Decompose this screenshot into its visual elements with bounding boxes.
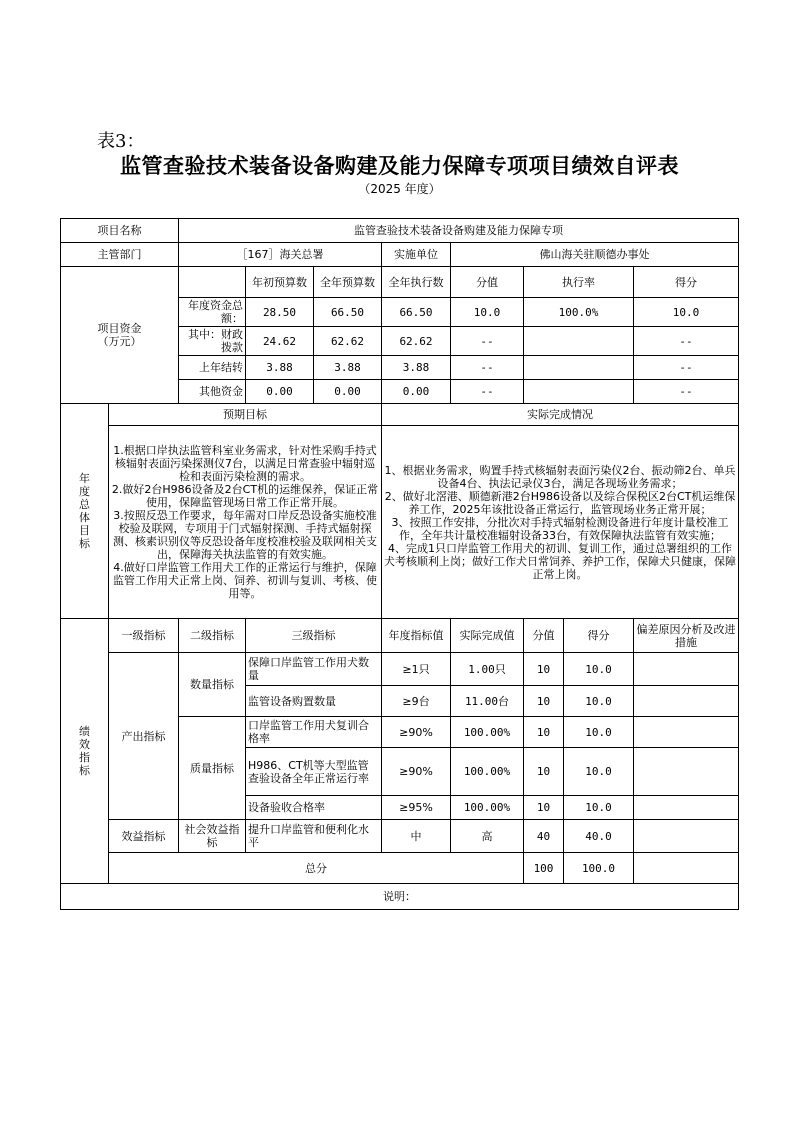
indicator-header: 年度指标值 <box>382 619 451 653</box>
funds-col-header: 年初预算数 <box>246 267 314 298</box>
dept-label: 主管部门 <box>61 243 179 267</box>
indicator-got: 10.0 <box>564 748 634 796</box>
indicator-note <box>634 653 739 686</box>
funds-cell: 3.88 <box>314 356 382 380</box>
department-row <box>61 243 739 267</box>
indicator-actual: 100.00% <box>451 748 524 796</box>
funds-cell: 62.62 <box>314 327 382 356</box>
funds-row-label: 年度资金总额： <box>179 298 246 327</box>
level1-benefit: 效益指标 <box>109 820 179 853</box>
actual-result-text: 1、根据业务需求，购置手持式核辐射表面污染仪2台、振动筛2台、单兵设备4台、执法记录仪3台，满足各现场业务需求； 2、做好北滘港、顺德新港2台H986设备以及综合保税区2台CT机运维保养工作，2025年该批设备正常运行，监管现场业务正常开展； 3、按照工作安排，分批次对手持式辐射检测设备进行年度计量校准工作，全年共计量校准辐射设备33台，有效保障执法监管有效实施； 4、完成1只口岸监管工作用犬的初训、复训工作，通过总署组织的工作犬考核顺利上岗；做好工作犬日常饲养、养护工作，保障犬只健康，保障正常上岗。 <box>382 426 739 619</box>
total-label: 总分 <box>109 853 524 884</box>
note-row <box>61 884 739 910</box>
page-title: 监管查验技术装备设备购建及能力保障专项项目绩效自评表 <box>120 154 679 178</box>
indicator-note <box>634 717 739 748</box>
indicator-actual: 1.00只 <box>451 653 524 686</box>
funds-cell: 62.62 <box>382 327 451 356</box>
expected-goal-header: 预期目标 <box>109 404 382 426</box>
project-name-row <box>61 219 739 243</box>
indicator-target: 中 <box>382 820 451 853</box>
note-label: 说明： <box>61 884 739 910</box>
funds-cell <box>524 327 634 356</box>
funds-cell: 66.50 <box>314 298 382 327</box>
project-name-label: 项目名称 <box>61 219 179 243</box>
indicator-score: 10 <box>524 796 564 820</box>
indicator-target: ≥95% <box>382 796 451 820</box>
actual-result-header: 实际完成情况 <box>382 404 739 426</box>
indicator-score: 10 <box>524 653 564 686</box>
report-year: （2025 年度） <box>358 182 441 196</box>
indicator-target: ≥90% <box>382 717 451 748</box>
funds-cell: -- <box>634 327 739 356</box>
funds-cell: 3.88 <box>246 356 314 380</box>
indicator-got: 10.0 <box>564 796 634 820</box>
funds-row-label: 上年结转 <box>179 356 246 380</box>
funds-header-row <box>61 267 739 298</box>
indicator-actual: 100.00% <box>451 796 524 820</box>
funds-cell: 10.0 <box>634 298 739 327</box>
indicator-header: 一级指标 <box>109 619 179 653</box>
funds-cell: 10.0 <box>451 298 524 327</box>
funds-col-header: 执行率 <box>524 267 634 298</box>
funds-col-header: 分值 <box>451 267 524 298</box>
indicator-score: 10 <box>524 748 564 796</box>
expected-goal-text: 1.根据口岸执法监管科室业务需求，针对性采购手持式核辐射表面污染探测仪7台，以满足日常查验中辐射巡检和表面污染检测的需求。 2.做好2台H986设备及2台CT机的运维保养，保证正常使用，保障监管现场日常工作正常开展。 3.按照反恐工作要求，每年需对口岸反恐设备实施校准校验及联网，专项用于门式辐射探测、手持式辐射探测、核素识别仪等反恐设备年度校准校验及联网相关支出，保障海关执法监管的有效实施。 4.做好口岸监管工作用犬工作的正常运行与维护，保障监管工作用犬正常上岗、饲养、初训与复训、考核、使用等。 <box>109 426 382 619</box>
performance-table <box>60 218 739 910</box>
impl-value: 佛山海关驻顺德办事处 <box>451 243 739 267</box>
total-row <box>61 853 739 884</box>
indicator-name: 监管设备购置数量 <box>246 686 382 717</box>
funds-cell: -- <box>451 327 524 356</box>
total-note <box>634 853 739 884</box>
indicators-header-row <box>61 619 739 653</box>
indicator-note <box>634 686 739 717</box>
indicator-score: 40 <box>524 820 564 853</box>
total-score: 100 <box>524 853 564 884</box>
indicator-actual: 100.00% <box>451 717 524 748</box>
funds-cell: 100.0% <box>524 298 634 327</box>
funds-row-label: 其他资金 <box>179 380 246 404</box>
funds-cell: 24.62 <box>246 327 314 356</box>
funds-cell: 66.50 <box>382 298 451 327</box>
indicator-name: 提升口岸监管和便利化水平 <box>246 820 382 853</box>
indicator-name: 设备验收合格率 <box>246 796 382 820</box>
funds-cell: 28.50 <box>246 298 314 327</box>
level2-quality: 质量指标 <box>179 717 246 820</box>
funds-cell: -- <box>634 380 739 404</box>
impl-label: 实施单位 <box>382 243 451 267</box>
indicator-header: 实际完成值 <box>451 619 524 653</box>
funds-cell: -- <box>634 356 739 380</box>
indicator-got: 10.0 <box>564 686 634 717</box>
indicator-got: 10.0 <box>564 717 634 748</box>
table-number-label: 表3： <box>97 131 145 152</box>
level2-quantity: 数量指标 <box>179 653 246 717</box>
indicator-note <box>634 748 739 796</box>
indicator-row <box>61 653 739 686</box>
indicator-actual: 11.00台 <box>451 686 524 717</box>
funds-cell: -- <box>451 356 524 380</box>
indicator-header: 三级指标 <box>246 619 382 653</box>
indicator-got: 10.0 <box>564 653 634 686</box>
funds-cell: 0.00 <box>382 380 451 404</box>
goals-section-label <box>61 404 109 619</box>
goals-header-row <box>61 404 739 426</box>
funds-cell: 0.00 <box>314 380 382 404</box>
indicators-section-text: 绩效指标 <box>79 725 90 777</box>
funds-section-label: 项目资金 （万元） <box>61 267 179 404</box>
goals-section-text: 年度总体目标 <box>79 472 90 550</box>
goals-content-row <box>61 426 739 619</box>
funds-col-header: 全年执行数 <box>382 267 451 298</box>
funds-cell: 0.00 <box>246 380 314 404</box>
funds-col-header: 得分 <box>634 267 739 298</box>
indicator-name: H986、CT机等大型监管查验设备全年正常运行率 <box>246 748 382 796</box>
funds-cell <box>524 380 634 404</box>
indicator-row <box>61 820 739 853</box>
indicator-actual: 高 <box>451 820 524 853</box>
funds-header-blank <box>179 267 246 298</box>
indicator-header: 偏差原因分析及改进措施 <box>634 619 739 653</box>
funds-cell <box>524 356 634 380</box>
level1-output: 产出指标 <box>109 653 179 820</box>
indicator-header: 二级指标 <box>179 619 246 653</box>
indicator-header: 得分 <box>564 619 634 653</box>
indicator-score: 10 <box>524 686 564 717</box>
level2-social: 社会效益指标 <box>179 820 246 853</box>
indicator-header: 分值 <box>524 619 564 653</box>
indicator-score: 10 <box>524 717 564 748</box>
indicator-target: ≥1只 <box>382 653 451 686</box>
indicator-target: ≥9台 <box>382 686 451 717</box>
indicator-note <box>634 796 739 820</box>
funds-row-label: 其中：财政拨款 <box>179 327 246 356</box>
funds-col-header: 全年预算数 <box>314 267 382 298</box>
indicator-target: ≥90% <box>382 748 451 796</box>
total-got: 100.0 <box>564 853 634 884</box>
indicator-note <box>634 820 739 853</box>
funds-cell: 3.88 <box>382 356 451 380</box>
dept-value: ［167］海关总署 <box>179 243 382 267</box>
indicator-got: 40.0 <box>564 820 634 853</box>
indicator-name: 保障口岸监管工作用犬数量 <box>246 653 382 686</box>
indicator-name: 口岸监管工作用犬复训合格率 <box>246 717 382 748</box>
funds-cell: -- <box>451 380 524 404</box>
indicators-section-label <box>61 619 109 884</box>
project-name-value: 监管查验技术装备设备购建及能力保障专项 <box>179 219 739 243</box>
